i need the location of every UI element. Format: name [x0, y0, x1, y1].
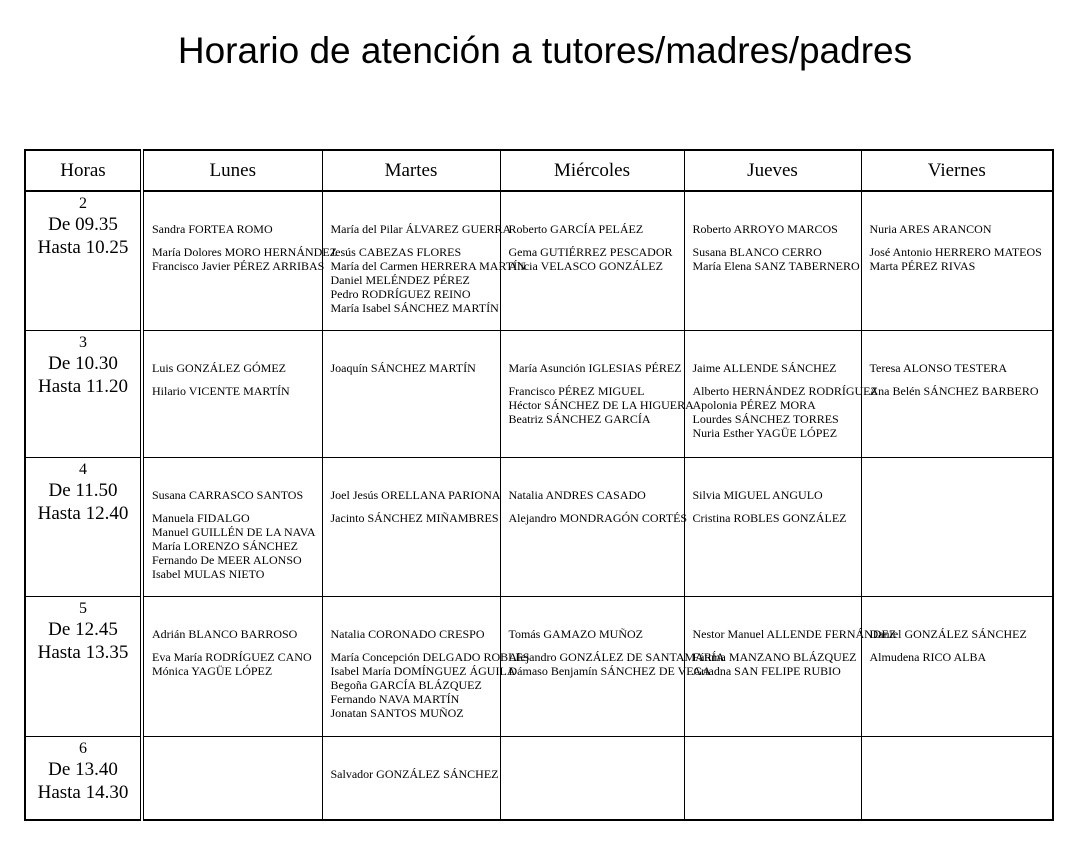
teacher-name: Ana Belén SÁNCHEZ BARBERO [869, 383, 1039, 398]
cell-jueves [684, 457, 861, 596]
teacher-name: Eva María RODRÍGUEZ CANO [152, 649, 312, 664]
teacher-name: Manuel GUILLÉN DE LA NAVA [152, 524, 316, 539]
teacher-name: Roberto GARCÍA PELÁEZ [508, 222, 644, 236]
cell-martes [322, 191, 526, 330]
cell-jueves [684, 330, 878, 457]
teacher-name: María del Carmen HERRERA MARTÍN [330, 259, 526, 273]
teacher-name: Nestor Manuel ALLENDE FERNÁNDEZ [692, 626, 897, 641]
teacher-name: Tomás GAMAZO MUÑOZ [508, 626, 643, 641]
teacher-name: Teresa ALONSO TESTERA [869, 360, 1008, 375]
teacher-name: Manuela FIDALGO [152, 510, 250, 525]
teacher-name: Alicia VELASCO GONZÁLEZ [508, 259, 663, 273]
teacher-name: Francisco PÉREZ MIGUEL [508, 383, 645, 398]
cell-martes [322, 596, 530, 736]
teacher-name: Daniel GONZÁLEZ SÁNCHEZ [869, 626, 1027, 641]
period-end: Hasta 12.40 [37, 502, 129, 524]
cell-martes [322, 457, 500, 596]
teacher-name: Alejandro GONZÁLEZ DE SANTAMARÍA [508, 649, 725, 664]
period-end: Hasta 11.20 [37, 375, 129, 397]
cell-miercoles [500, 191, 684, 330]
teacher-name: Francisco Javier PÉREZ ARRIBAS [152, 259, 325, 273]
teacher-name: Pedro RODRÍGUEZ REINO [330, 287, 471, 301]
schedule-row [25, 736, 1053, 820]
period-end: Hasta 13.35 [37, 641, 129, 663]
cell-viernes [861, 596, 1053, 736]
teacher-name: Natalia CORONADO CRESPO [330, 626, 485, 641]
teacher-name: Gema GUTIÉRREZ PESCADOR [508, 245, 673, 259]
period-number: 2 [79, 195, 87, 212]
teacher-name: María LORENZO SÁNCHEZ [152, 538, 298, 553]
teacher-name: Jaime ALLENDE SÁNCHEZ [692, 360, 837, 375]
cell-martes [322, 736, 500, 820]
cell-jueves [684, 596, 897, 736]
teacher-name: Cristina ROBLES GONZÁLEZ [692, 510, 847, 525]
teacher-name: Ariadna SAN FELIPE RUBIO [692, 663, 841, 678]
cell-lunes [142, 191, 337, 330]
teacher-name: Fernando De MEER ALONSO [152, 552, 302, 567]
cell-lunes [142, 596, 322, 736]
period-end: Hasta 10.25 [37, 237, 129, 258]
period-cell [25, 191, 142, 330]
period-start: De 13.40 [48, 758, 118, 780]
cell-viernes [861, 736, 1053, 820]
teacher-name: Lourdes SÁNCHEZ TORRES [692, 411, 839, 426]
teacher-name: Marta PÉREZ RIVAS [869, 259, 976, 273]
cell-viernes [861, 457, 1053, 596]
teacher-name: Fátima MANZANO BLÁZQUEZ [692, 649, 857, 664]
teacher-name: Jacinto SÁNCHEZ MIÑAMBRES [330, 510, 499, 525]
schedule-row [25, 457, 1053, 596]
teacher-name: Beatriz SÁNCHEZ GARCÍA [508, 411, 651, 426]
cell-miercoles [500, 330, 694, 457]
teacher-name: Alejandro MONDRAGÓN CORTÉS [508, 510, 688, 525]
teacher-name: Fernando NAVA MARTÍN [330, 691, 460, 706]
teacher-name: Jonatan SANTOS MUÑOZ [330, 705, 464, 720]
teacher-name: Dámaso Benjamín SÁNCHEZ DE VEGA [508, 663, 711, 678]
period-start: De 11.50 [48, 479, 118, 501]
header-lunes: Lunes [142, 150, 322, 191]
teacher-name: Isabel MULAS NIETO [152, 566, 265, 581]
cell-martes [322, 330, 500, 457]
teacher-name: Nuria ARES ARANCON [869, 222, 992, 236]
teacher-name: Natalia ANDRES CASADO [508, 487, 646, 502]
period-end: Hasta 14.30 [37, 781, 129, 803]
schedule-row [25, 191, 1053, 330]
cell-miercoles [500, 736, 684, 820]
teacher-name: Salvador GONZÁLEZ SÁNCHEZ [330, 766, 499, 781]
period-cell [25, 736, 142, 820]
header-martes: Martes [322, 150, 500, 191]
teacher-name: Isabel María DOMÍNGUEZ ÁGUILA [330, 663, 516, 678]
teacher-name: Daniel MELÉNDEZ PÉREZ [330, 273, 470, 287]
teacher-name: María del Pilar ÁLVAREZ GUERRA [330, 222, 512, 236]
teacher-name: Mónica YAGÜE LÓPEZ [152, 663, 273, 678]
cell-lunes [142, 330, 322, 457]
teacher-name: Susana CARRASCO SANTOS [152, 487, 304, 502]
teacher-name: Apolonia PÉREZ MORA [692, 397, 816, 412]
period-cell [25, 330, 142, 457]
teacher-name: José Antonio HERRERO MATEOS [869, 245, 1042, 259]
cell-jueves [684, 736, 861, 820]
teacher-name: María Dolores MORO HERNÁNDEZ [152, 245, 337, 259]
cell-lunes [142, 457, 322, 596]
cell-viernes [861, 191, 1053, 330]
cell-miercoles [500, 457, 688, 596]
teacher-name: Nuria Esther YAGÜE LÓPEZ [692, 425, 838, 440]
header-miercoles: Miércoles [500, 150, 684, 191]
cell-miercoles [500, 596, 725, 736]
teacher-name: María Elena SANZ TABERNERO [692, 259, 860, 273]
teacher-name: María Concepción DELGADO ROBLES [330, 649, 530, 664]
period-number: 3 [79, 333, 87, 351]
teacher-name: Sandra FORTEA ROMO [152, 222, 273, 236]
teacher-name: María Asunción IGLESIAS PÉREZ [508, 360, 682, 375]
teacher-name: Jesús CABEZAS FLORES [330, 245, 462, 259]
period-start: De 10.30 [48, 352, 118, 374]
teacher-name: Adrián BLANCO BARROSO [152, 626, 298, 641]
period-number: 5 [79, 599, 87, 617]
period-start: De 12.45 [48, 618, 118, 640]
period-cell [25, 596, 142, 736]
teacher-name: Luis GONZÁLEZ GÓMEZ [152, 360, 286, 375]
cell-lunes [142, 736, 322, 820]
header-jueves: Jueves [684, 150, 861, 191]
period-number: 6 [79, 739, 87, 757]
teacher-name: Héctor SÁNCHEZ DE LA HIGUERA [508, 397, 694, 412]
header-horas: Horas [25, 150, 142, 191]
teacher-name: María Isabel SÁNCHEZ MARTÍN [330, 301, 499, 315]
period-start: De 09.35 [48, 214, 118, 235]
period-number: 4 [79, 460, 87, 478]
period-cell [25, 457, 142, 596]
teacher-name: Begoña GARCÍA BLÁZQUEZ [330, 677, 482, 692]
teacher-name: Susana BLANCO CERRO [692, 245, 822, 259]
cell-jueves [684, 191, 861, 330]
teacher-name: Roberto ARROYO MARCOS [692, 222, 838, 236]
page-title: Horario de atención a tutores/madres/padres [177, 30, 913, 71]
header-row [25, 150, 1053, 191]
schedule-table [24, 149, 1054, 821]
teacher-name: Hilario VICENTE MARTÍN [152, 383, 290, 398]
teacher-name: Joel Jesús ORELLANA PARIONA [330, 487, 501, 502]
schedule-row [25, 330, 1053, 457]
teacher-name: Almudena RICO ALBA [869, 649, 987, 664]
teacher-name: Silvia MIGUEL ANGULO [692, 487, 823, 502]
cell-viernes [861, 330, 1053, 457]
teacher-name: Alberto HERNÁNDEZ RODRÍGUEZ [692, 383, 878, 398]
header-viernes: Viernes [861, 150, 1053, 191]
teacher-name: Joaquín SÁNCHEZ MARTÍN [330, 360, 476, 375]
schedule-row [25, 596, 1053, 736]
